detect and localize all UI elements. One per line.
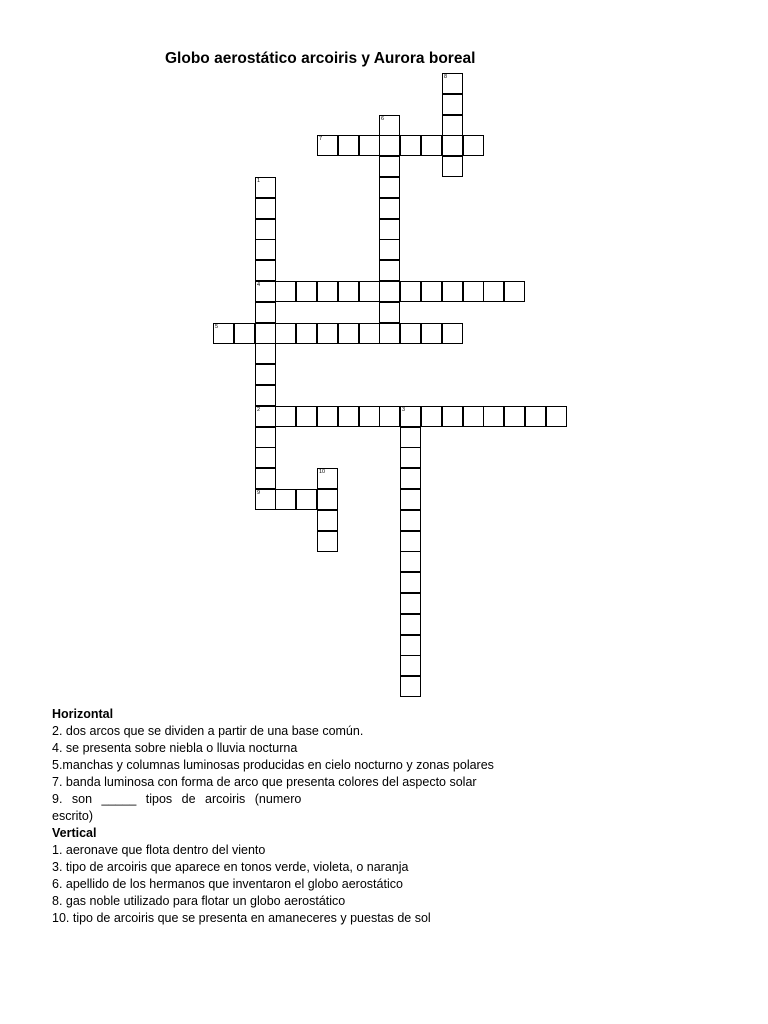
crossword-cell[interactable]	[463, 406, 484, 427]
crossword-cell[interactable]	[255, 385, 276, 406]
crossword-cell[interactable]	[359, 281, 380, 302]
horizontal-heading: Horizontal	[52, 707, 114, 721]
clue-horizontal-9: 9. son _____ tipos de arcoiris (numero escrito)	[52, 792, 302, 823]
crossword-cell[interactable]	[379, 135, 400, 156]
clue-number: 3	[402, 407, 406, 413]
crossword-cell[interactable]	[255, 406, 276, 427]
clue-vertical-1: 1. aeronave que flota dentro del viento	[52, 843, 266, 857]
crossword-cell[interactable]	[442, 135, 463, 156]
clue-number: 10	[319, 469, 326, 475]
crossword-cell[interactable]	[400, 468, 421, 489]
crossword-cell[interactable]	[255, 323, 276, 344]
crossword-cell[interactable]	[317, 489, 338, 510]
crossword-cell[interactable]	[317, 531, 338, 552]
crossword-cell[interactable]	[234, 323, 255, 344]
crossword-cell[interactable]	[421, 323, 442, 344]
crossword-cell[interactable]	[421, 281, 442, 302]
crossword-cell[interactable]	[504, 406, 525, 427]
crossword-cell[interactable]	[379, 156, 400, 177]
crossword-cell[interactable]	[338, 135, 359, 156]
crossword-cell[interactable]	[483, 406, 504, 427]
crossword-cell[interactable]	[275, 406, 296, 427]
crossword-cell[interactable]	[255, 260, 276, 281]
vertical-heading: Vertical	[52, 826, 97, 840]
crossword-cell[interactable]	[359, 406, 380, 427]
crossword-cell[interactable]	[379, 281, 400, 302]
crossword-cell[interactable]	[317, 281, 338, 302]
clue-vertical-10: 10. tipo de arcoiris que se presenta en amaneceres y puestas de sol	[52, 911, 431, 925]
crossword-cell[interactable]	[338, 281, 359, 302]
crossword-cell[interactable]	[442, 73, 463, 94]
clue-number: 6	[381, 116, 385, 122]
crossword-cell[interactable]	[275, 323, 296, 344]
clue-vertical-6: 6. apellido de los hermanos que inventaron el globo aerostático	[52, 877, 403, 891]
crossword-cell[interactable]	[255, 219, 276, 240]
crossword-cell[interactable]	[255, 281, 276, 302]
crossword-cell[interactable]	[400, 551, 421, 572]
crossword-cell[interactable]	[359, 135, 380, 156]
page-title: Globo aerostático arcoiris y Aurora boreal	[165, 50, 476, 67]
crossword-cell[interactable]	[442, 94, 463, 115]
clues-section	[52, 706, 592, 927]
crossword-cell[interactable]	[338, 406, 359, 427]
crossword-cell[interactable]	[317, 406, 338, 427]
crossword-cell[interactable]	[255, 489, 276, 510]
clue-number: 5	[215, 324, 219, 330]
crossword-cell[interactable]	[255, 177, 276, 198]
crossword-cell[interactable]	[400, 281, 421, 302]
crossword-cell[interactable]	[379, 239, 400, 260]
crossword-cell[interactable]	[442, 156, 463, 177]
crossword-cell[interactable]	[379, 260, 400, 281]
crossword-cell[interactable]	[442, 323, 463, 344]
crossword-cell[interactable]	[400, 489, 421, 510]
clue-vertical-8: 8. gas noble utilizado para flotar un globo aerostático	[52, 894, 346, 908]
crossword-cell[interactable]	[317, 323, 338, 344]
crossword-cell[interactable]	[400, 447, 421, 468]
clue-vertical-3: 3. tipo de arcoiris que aparece en tonos verde, violeta, o naranja	[52, 860, 409, 874]
crossword-cell[interactable]	[379, 302, 400, 323]
crossword-cell[interactable]	[400, 531, 421, 552]
crossword-cell[interactable]	[400, 676, 421, 697]
crossword-cell[interactable]	[442, 281, 463, 302]
crossword-cell[interactable]	[255, 343, 276, 364]
crossword-cell[interactable]	[400, 614, 421, 635]
clue-horizontal-4: 4. se presenta sobre niebla o lluvia nocturna	[52, 741, 298, 755]
crossword-cell[interactable]	[379, 115, 400, 136]
crossword-cell[interactable]	[379, 198, 400, 219]
crossword-cell[interactable]	[400, 510, 421, 531]
clue-horizontal-5: 5.manchas y columnas luminosas producidas en cielo nocturno y zonas polares	[52, 758, 494, 772]
crossword-cell[interactable]	[317, 468, 338, 489]
crossword-cell[interactable]	[400, 635, 421, 656]
crossword-cell[interactable]	[255, 239, 276, 260]
crossword-cell[interactable]	[442, 406, 463, 427]
crossword-cell[interactable]	[255, 427, 276, 448]
clue-number: 4	[257, 282, 261, 288]
crossword-cell[interactable]	[255, 447, 276, 468]
crossword-cell[interactable]	[400, 593, 421, 614]
crossword-cell[interactable]	[546, 406, 567, 427]
crossword-cell[interactable]	[504, 281, 525, 302]
crossword-cell[interactable]	[255, 198, 276, 219]
crossword-cell[interactable]	[463, 281, 484, 302]
crossword-cell[interactable]	[296, 281, 317, 302]
crossword-cell[interactable]	[421, 406, 442, 427]
crossword-cell[interactable]	[379, 219, 400, 240]
crossword-cell[interactable]	[379, 323, 400, 344]
crossword-cell[interactable]	[400, 406, 421, 427]
crossword-cell[interactable]	[421, 135, 442, 156]
crossword-cell[interactable]	[317, 510, 338, 531]
clue-horizontal-2: 2. dos arcos que se dividen a partir de una base común.	[52, 724, 364, 738]
crossword-cell[interactable]	[400, 427, 421, 448]
crossword-cell[interactable]	[463, 135, 484, 156]
crossword-cell[interactable]	[525, 406, 546, 427]
crossword-cell[interactable]	[275, 489, 296, 510]
crossword-cell[interactable]	[379, 406, 400, 427]
crossword-cell[interactable]	[255, 364, 276, 385]
crossword-cell[interactable]	[400, 135, 421, 156]
crossword-cell[interactable]	[275, 281, 296, 302]
crossword-cell[interactable]	[213, 323, 234, 344]
crossword-cell[interactable]	[255, 302, 276, 323]
crossword-cell[interactable]	[400, 572, 421, 593]
clue-number: 8	[444, 74, 448, 80]
crossword-cell[interactable]	[359, 323, 380, 344]
crossword-cell[interactable]	[379, 177, 400, 198]
crossword-cell[interactable]	[296, 489, 317, 510]
clue-number: 9	[257, 490, 261, 496]
crossword-cell[interactable]	[483, 281, 504, 302]
crossword-cell[interactable]	[442, 115, 463, 136]
clue-number: 2	[257, 407, 261, 413]
crossword-cell[interactable]	[296, 323, 317, 344]
crossword-cell[interactable]	[338, 323, 359, 344]
clue-number: 7	[319, 136, 323, 142]
crossword-cell[interactable]	[255, 468, 276, 489]
crossword-cell[interactable]	[296, 406, 317, 427]
crossword-cell[interactable]	[400, 323, 421, 344]
crossword-cell[interactable]	[400, 655, 421, 676]
clue-horizontal-7: 7. banda luminosa con forma de arco que presenta colores del aspecto solar	[52, 775, 477, 789]
crossword-cell[interactable]	[317, 135, 338, 156]
clue-number: 1	[257, 178, 261, 184]
